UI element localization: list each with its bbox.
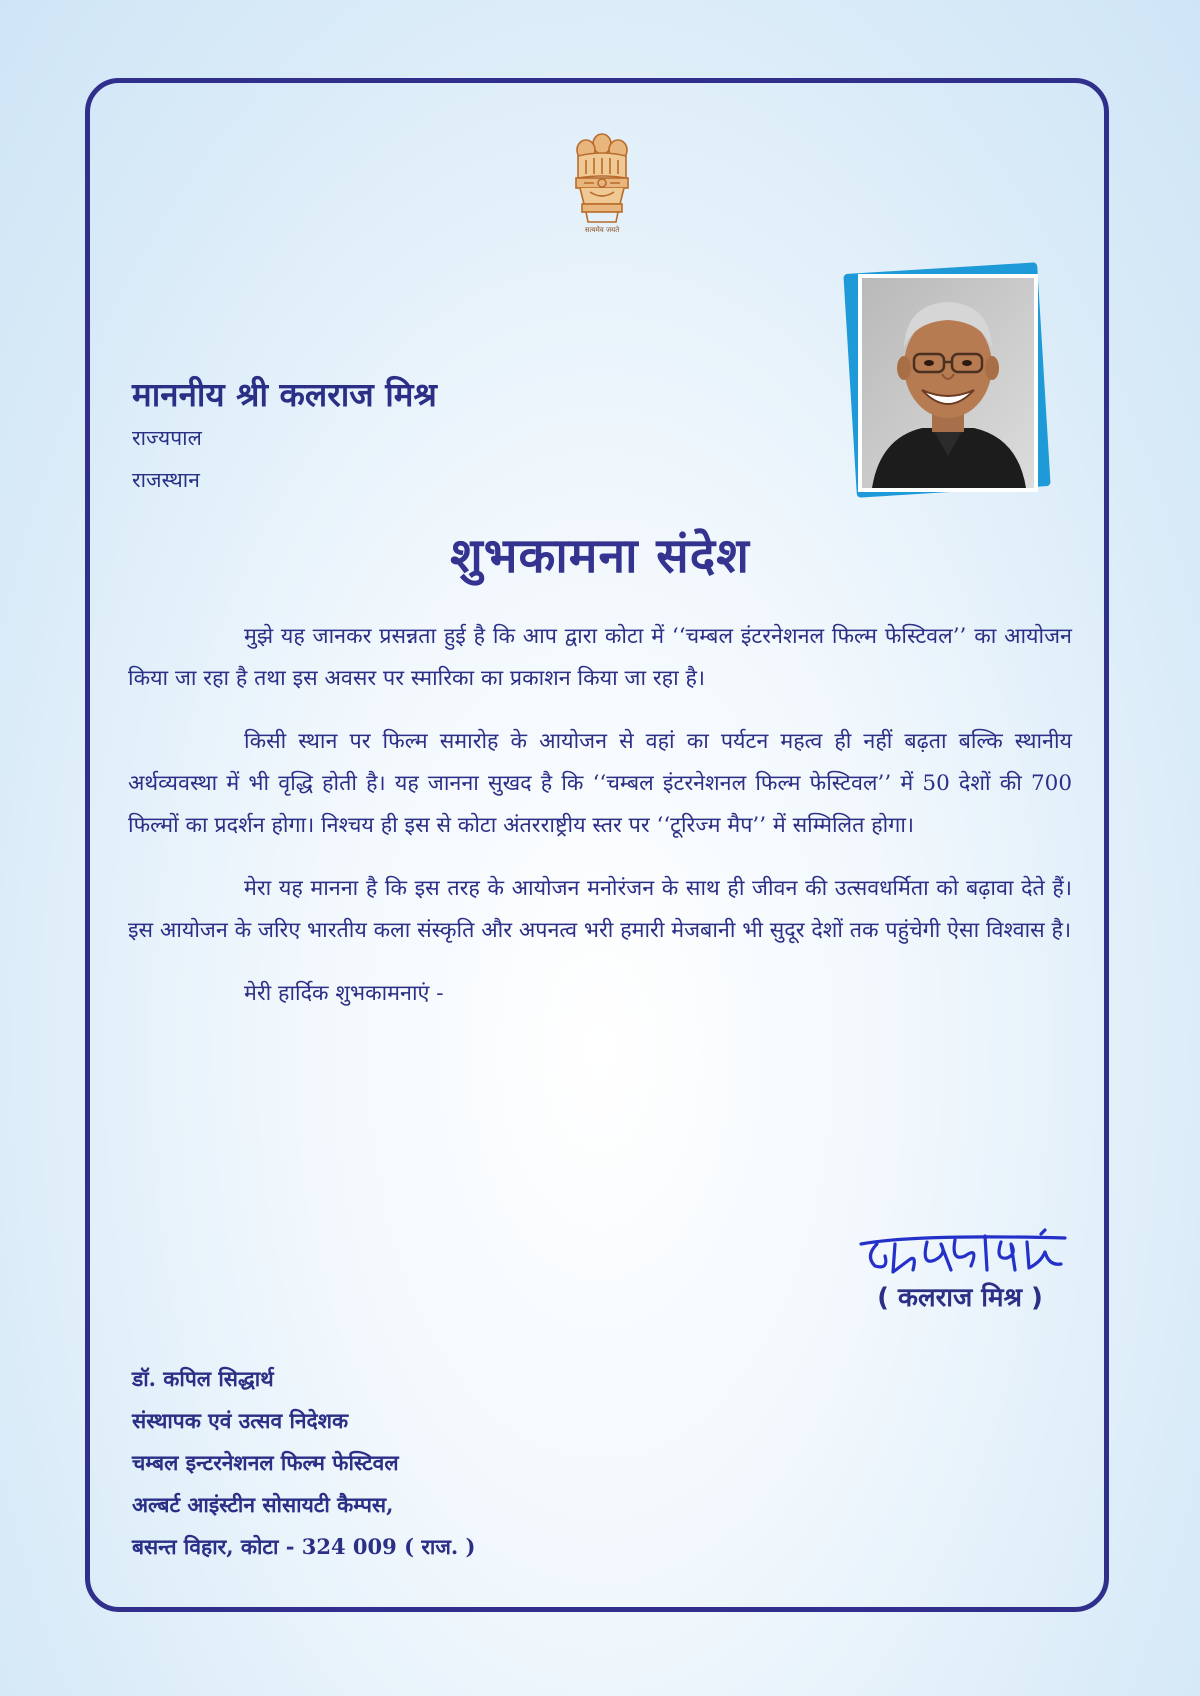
recipient-address [132, 1358, 832, 1568]
sender-name: माननीय श्री कलराज मिश्र [132, 375, 437, 414]
address-line: डॉ. कपिल सिद्धार्थ [132, 1366, 274, 1391]
message-paragraph: मुझे यह जानकर प्रसन्नता हुई है कि आप द्वारा कोटा में ‘‘चम्बल इंटरनेशनल फिल्म फेस्टिवल’’ का आयोजन किया जा रहा है तथा इस अवसर पर स्मारिका का प्रकाशन किया जा रहा है। [128, 624, 1072, 691]
closing-line: मेरी हार्दिक शुभकामनाएं - [244, 981, 444, 1006]
address-line: बसन्त विहार, कोटा - 324 009 ( राज. ) [132, 1534, 476, 1559]
state-emblem-icon [566, 130, 638, 242]
sender-state: राजस्थान [132, 468, 200, 492]
message-body [128, 616, 1072, 1036]
address-line: चम्बल इन्टरनेशनल फिल्म फेस्टिवल [132, 1450, 399, 1475]
address-line: अल्बर्ट आइंस्टीन सोसायटी कैम्पस, [132, 1492, 394, 1517]
message-paragraph: मेरा यह मानना है कि इस तरह के आयोजन मनोरंजन के साथ ही जीवन की उत्सवधर्मिता को बढ़ावा देते हैं। इस आयोजन के जरिए भारतीय कला संस्कृति और अपनत्व भरी हमारी मेजबानी भी सुदूर देशों तक पहुंचेगी ऐसा विश्वास है। [128, 876, 1072, 943]
sender-block [132, 373, 732, 501]
sender-designation: राज्यपाल [132, 426, 202, 450]
page-title: शुभकामना संदेश [450, 528, 750, 584]
signatory-name: ( कलराज मिश्र ) [877, 1283, 1043, 1313]
message-paragraph: किसी स्थान पर फिल्म समारोह के आयोजन से वहां का पर्यटन महत्व ही नहीं बढ़ता बल्कि स्थानीय अर्थव्यवस्था में भी वृद्धि होती है। यह जानना सुखद है कि ‘‘चम्बल इंटरनेशनल फिल्म फेस्टिवल’’ में 50 देशों की 700 फिल्मों का प्रदर्शन होगा। निश्चय ही इस से कोटा अंतरराष्ट्रीय स्तर पर ‘‘टूरिज्म मैप’’ में सम्मिलित होगा। [128, 729, 1072, 838]
emblem-motto: सत्यमेव जयते [584, 226, 620, 234]
address-line: संस्थापक एवं उत्सव निदेशक [132, 1408, 349, 1433]
portrait-photo-icon [846, 262, 1052, 502]
portrait-frame [858, 274, 1038, 492]
